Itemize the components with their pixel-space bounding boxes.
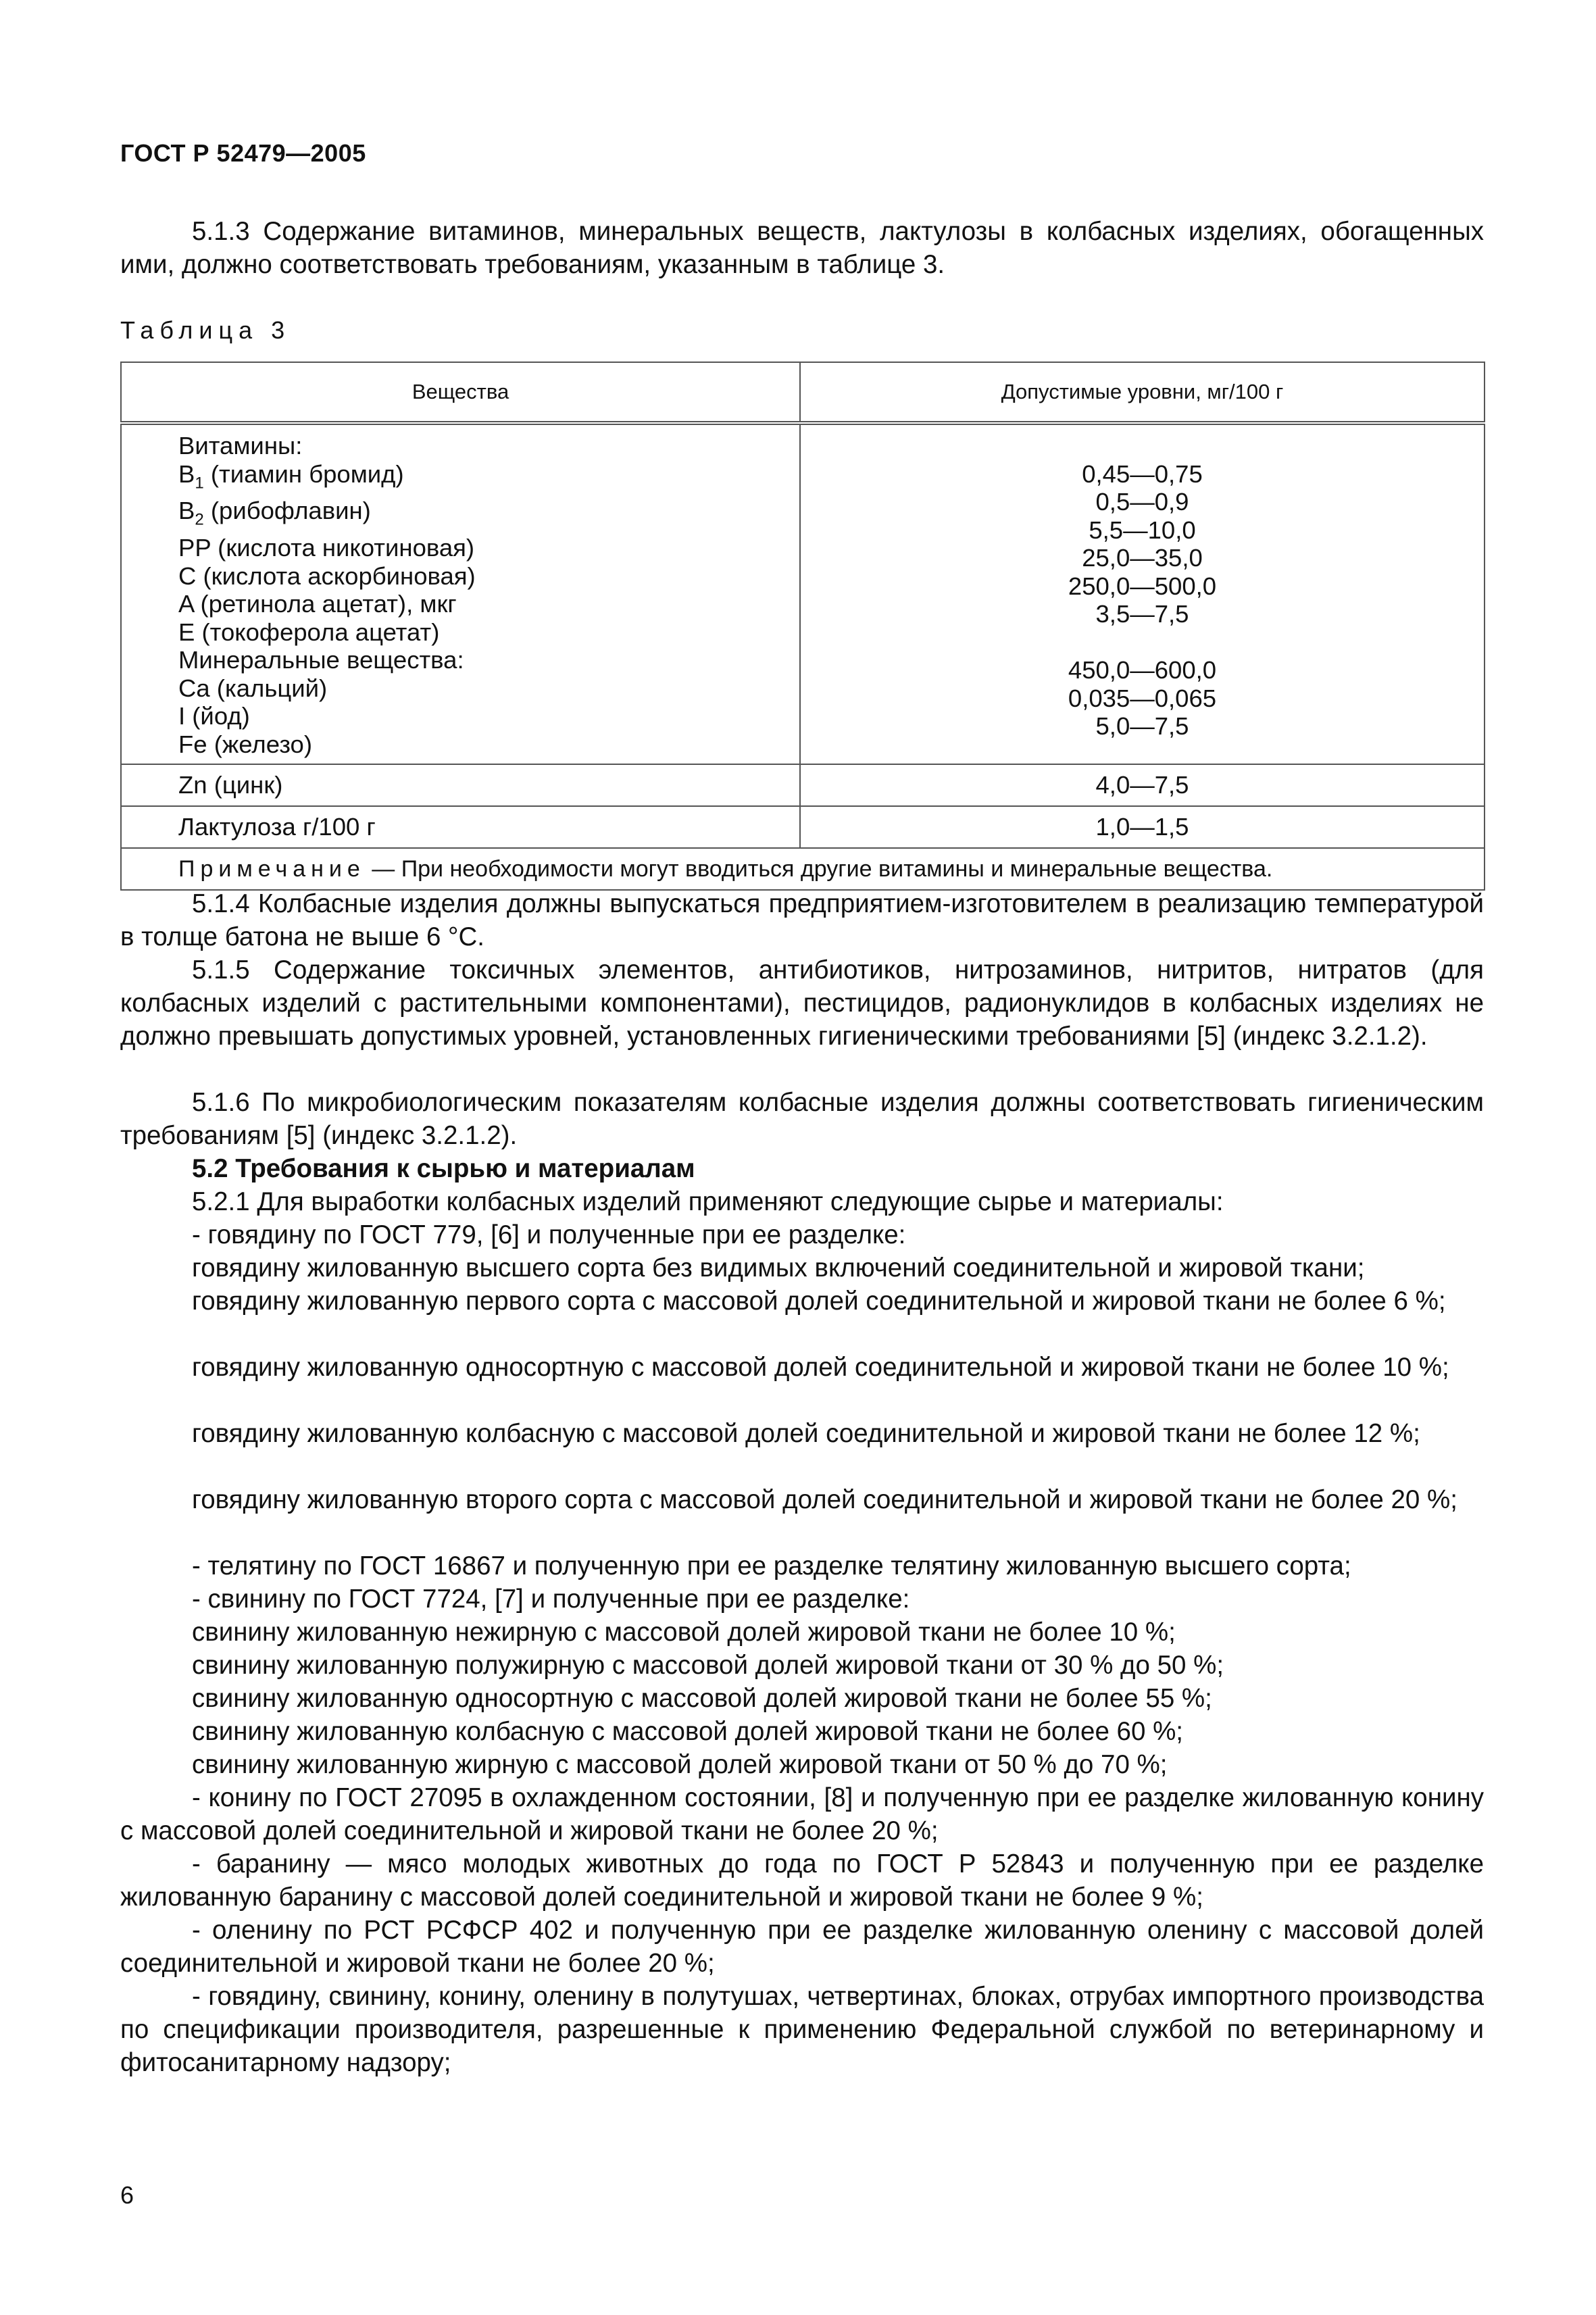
row-label: $B_2$ (рибофлавин) (178, 497, 371, 529)
list-item-veal: - телятину по ГОСТ 16867 и полученную при ее разделке телятину жилованную высшего сорта; (192, 1551, 1351, 1580)
note-label: Примечание (178, 855, 366, 882)
table-caption: Таблица 3 (120, 316, 291, 344)
list-item-pork-semifat: свинину жилованную полужирную с массовой долей жировой ткани от 30 % до 50 %; (192, 1651, 1224, 1680)
row-label: Ca (кальций) (178, 674, 328, 702)
row-value: 0,5—0,9 (1095, 488, 1189, 516)
list-item-venison: - оленину по РСТ РСФСР 402 и полученную при ее разделке жилованную оленину с массовой долей соединительной и жировой ткани не более 20 %; (120, 1916, 1484, 1978)
clause-5-1-6: 5.1.6 По микробиологическим показателям колбасные изделия должны соответствовать гигиеническим требованиям [5] (индекс 3.2.1.2). (120, 1088, 1484, 1150)
column-header-levels: Допустимые уровни, мг/100 г (800, 362, 1485, 423)
list-item-beef-first: говядину жилованную первого сорта с массовой долей соединительной и жировой ткани не более 6 %; (192, 1287, 1446, 1316)
table-row-zinc (121, 764, 1485, 806)
clause-5-1-3: 5.1.3 Содержание витаминов, минеральных веществ, лактулозы в колбасных изделиях, обогащенных ими, должно соответствовать требованиям, указанным в таблице 3. (120, 217, 1484, 279)
table-row-group (121, 423, 1485, 764)
row-value: 4,0—7,5 (800, 764, 1485, 806)
table-header-row (121, 362, 1485, 423)
row-label: E (токоферола ацетат) (178, 618, 440, 646)
row-label: Витамины: (178, 432, 303, 459)
row-label: I (йод) (178, 702, 250, 730)
list-item-lamb: - баранину — мясо молодых животных до года по ГОСТ Р 52843 и полученную при ее разделке жилованную баранину с массовой долей соединительной и жировой ткани не более 9 %; (120, 1849, 1484, 1912)
row-value: 0,45—0,75 (1082, 459, 1203, 488)
list-item-beef: - говядину по ГОСТ 779, [6] и полученные при ее разделке: (192, 1220, 906, 1249)
row-value (801, 628, 1484, 657)
row-value: 1,0—1,5 (800, 806, 1485, 848)
page-number: 6 (120, 2181, 134, 2209)
row-label: PP (кислота никотиновая) (178, 534, 475, 562)
section-5-2-heading: 5.2 Требования к сырью и материалам (192, 1154, 695, 1183)
table-3 (120, 362, 1485, 891)
row-label: Минеральные вещества: (178, 646, 464, 674)
list-item-pork-fat: свинину жилованную жирную с массовой долей жировой ткани от 50 % до 70 %; (192, 1750, 1168, 1779)
list-item-beef-single: говядину жилованную односортную с массовой долей соединительной и жировой ткани не более 10 %; (192, 1353, 1449, 1382)
document-header: ГОСТ Р 52479—2005 (120, 139, 366, 167)
table-note-row (121, 848, 1485, 890)
list-item-pork-single: свинину жилованную односортную с массовой долей жировой ткани не более 55 %; (192, 1684, 1212, 1713)
list-item-pork: - свинину по ГОСТ 7724, [7] и полученные при ее разделке: (192, 1585, 910, 1614)
row-value (801, 432, 1484, 460)
table-note (121, 848, 1485, 890)
list-item-beef-sausage: говядину жилованную колбасную с массовой долей соединительной и жировой ткани не более 12 %; (192, 1419, 1420, 1448)
row-value: 3,5—7,5 (1095, 600, 1189, 628)
list-item-pork-sausage: свинину жилованную колбасную с массовой долей жировой ткани не более 60 %; (192, 1717, 1184, 1746)
table-row-lactulose (121, 806, 1485, 848)
row-value: 0,035—0,065 (1068, 684, 1217, 712)
list-item-horse: - конину по ГОСТ 27095 в охлажденном состоянии, [8] и полученную при ее разделке жилованную конину с массовой долей соединительной и жировой ткани не более 20 %; (120, 1783, 1484, 1845)
list-item-import: - говядину, свинину, конину, оленину в полутушах, четвертинах, блоках, отрубах импортного производства по спецификации производителя, разрешенные к применению Федеральной службой по ветеринарному и фитосанитарному надзору; (120, 1982, 1484, 2077)
list-item-pork-lean: свинину жилованную нежирную с массовой долей жировой ткани не более 10 %; (192, 1618, 1176, 1647)
row-label: $B_1$ (тиамин бромид) (178, 459, 404, 492)
levels-cell (800, 423, 1485, 764)
clause-5-2-1: 5.2.1 Для выработки колбасных изделий применяют следующие сырье и материалы: (192, 1187, 1224, 1216)
clause-5-1-5: 5.1.5 Содержание токсичных элементов, антибиотиков, нитрозаминов, нитритов, нитратов (для колбасных изделий с растительными компонентами), пестицидов, радионуклидов в колбасных изделиях не должно превышать допустимых уровней, установленных гигиеническими требованиями [5] (индекс 3.2.1.2). (120, 955, 1484, 1051)
row-label: C (кислота аскорбиновая) (178, 562, 476, 590)
row-value: 5,0—7,5 (1095, 712, 1189, 740)
column-header-substances: Вещества (121, 362, 800, 423)
row-label: Zn (цинк) (121, 764, 800, 806)
row-label: Fe (железо) (178, 730, 312, 758)
row-value: 450,0—600,0 (1068, 656, 1217, 684)
list-item-beef-premium: говядину жилованную высшего сорта без видимых включений соединительной и жировой ткани; (192, 1253, 1365, 1283)
list-item-beef-second: говядину жилованную второго сорта с массовой долей соединительной и жировой ткани не более 20 %; (192, 1485, 1457, 1514)
row-label: A (ретинола ацетат), мкг (178, 590, 457, 618)
row-label: Лактулоза г/100 г (121, 806, 800, 848)
substances-cell (121, 423, 800, 764)
row-value: 5,5—10,0 (1089, 516, 1196, 544)
row-value: 250,0—500,0 (1068, 572, 1217, 600)
clause-5-1-4: 5.1.4 Колбасные изделия должны выпускаться предприятием-изготовителем в реализацию температурой в толще батона не выше 6 °С. (120, 889, 1484, 951)
note-text: — При необходимости могут вводиться другие витамины и минеральные вещества. (365, 855, 1273, 882)
row-value: 25,0—35,0 (1082, 544, 1203, 572)
